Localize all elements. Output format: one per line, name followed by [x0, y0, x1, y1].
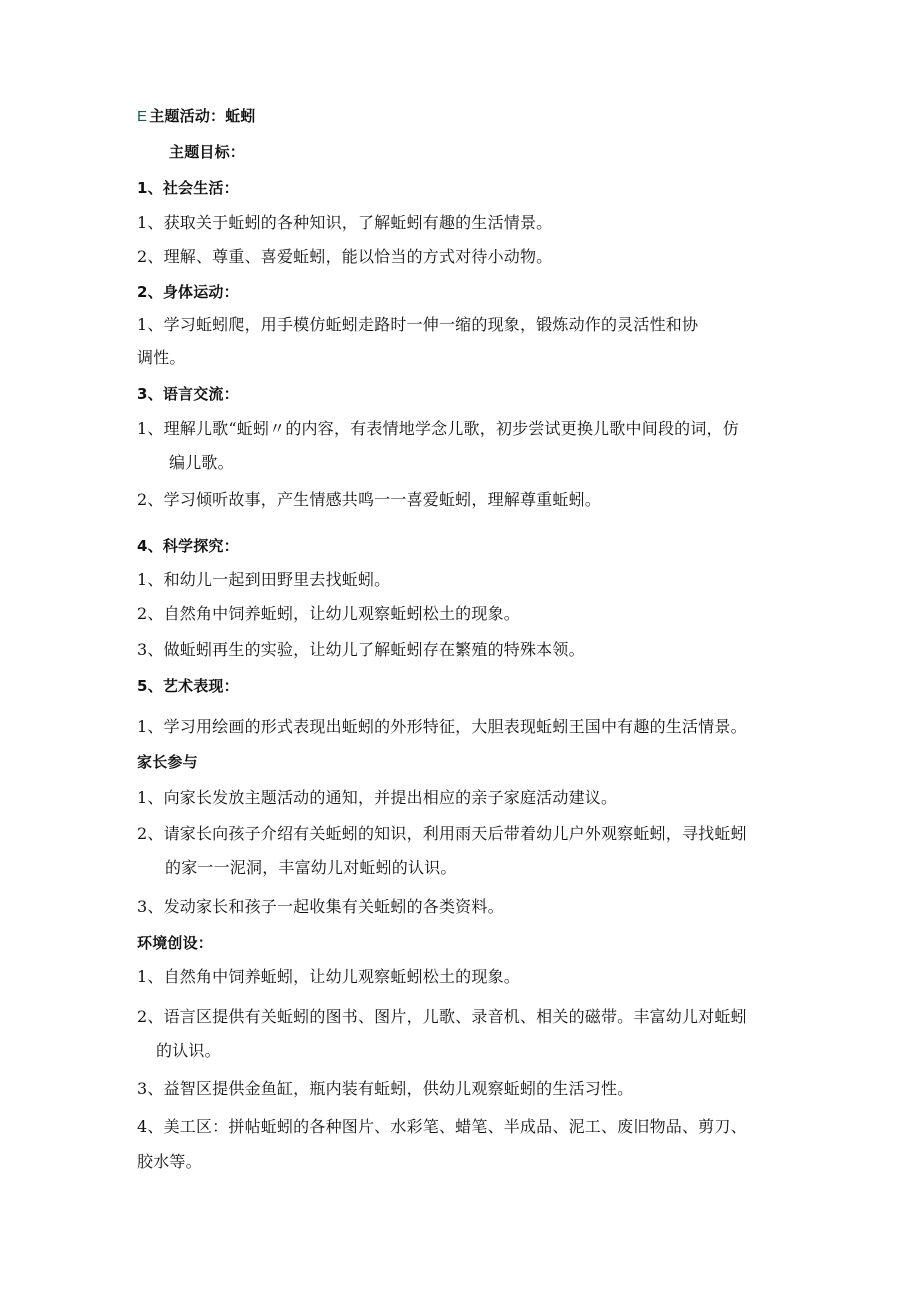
- social-item-2: 2、理解、尊重、喜爱蚯蚓，能以恰当的方式对待小动物。: [137, 247, 553, 266]
- page-title: [137, 105, 256, 128]
- science-item-2: 2、自然角中饲养蚯蚓，让幼儿观察蚯蚓松土的现象。: [137, 604, 520, 623]
- art-heading: 5、艺术表现：: [137, 677, 239, 695]
- science-item-1: 1、和幼儿一起到田野里去找蚯蚓。: [137, 570, 391, 589]
- title-text: 主题活动：蚯蚓: [149, 107, 256, 125]
- science-heading: 4、科学探究：: [137, 537, 239, 555]
- parents-heading: 家长参与: [137, 753, 198, 771]
- environment-heading: 环境创设：: [137, 934, 214, 952]
- environment-item-1: 1、自然角中饲养蚯蚓，让幼儿观察蚯蚓松土的现象。: [137, 967, 520, 986]
- art-item-1: 1、学习用绘画的形式表现出蚯蚓的外形特征，大胆表现蚯蚓王国中有趣的生活情景。: [137, 717, 747, 736]
- environment-item-4: 4、美工区：拼帖蚯蚓的各种图片、水彩笔、蜡笔、半成品、泥工、废旧物品、剪刀、: [137, 1117, 747, 1136]
- environment-item-2-cont: 的认识。: [156, 1041, 221, 1060]
- parents-item-1: 1、向家长发放主题活动的通知，并提出相应的亲子家庭活动建议。: [137, 788, 618, 807]
- physical-item-1: 1、学习蚯蚓爬，用手模仿蚯蚓走路时一伸一缩的现象，锻炼动作的灵活性和协: [137, 315, 699, 334]
- social-item-1: 1、获取关于蚯蚓的各种知识，了解蚯蚓有趣的生活情景。: [137, 213, 553, 232]
- goal-heading: 主题目标：: [169, 143, 246, 161]
- environment-item-4-cont: 胶水等。: [137, 1152, 202, 1171]
- language-item-2: 2、学习倾听故事，产生情感共鸣一一喜爱蚯蚓，理解尊重蚯蚓。: [137, 490, 601, 509]
- language-item-1: 1、理解儿歌“蚯蚓〃的内容，有表情地学念儿歌，初步尝试更换儿歌中间段的词，仿: [137, 419, 739, 438]
- language-item-1-cont: 编儿歌。: [169, 453, 234, 472]
- parents-item-3: 3、发动家长和孩子一起收集有关蚯蚓的各类资料。: [137, 897, 504, 916]
- parents-item-2: 2、请家长向孩子介绍有关蚯蚓的知识，利用雨天后带着幼儿户外观察蚯蚓，寻找蚯蚓: [137, 824, 747, 843]
- environment-item-2: 2、语言区提供有关蚯蚓的图书、图片，儿歌、录音机、相关的磁带。丰富幼儿对蚯蚓: [137, 1007, 747, 1026]
- parents-item-2-cont: 的家一一泥洞，丰富幼儿对蚯蚓的认识。: [165, 858, 457, 877]
- physical-item-1-cont: 调性。: [137, 348, 186, 367]
- environment-item-3: 3、益智区提供金鱼缸，瓶内装有蚯蚓，供幼儿观察蚯蚓的生活习性。: [137, 1079, 634, 1098]
- science-item-3: 3、做蚯蚓再生的实验，让幼儿了解蚯蚓存在繁殖的特殊本领。: [137, 640, 585, 659]
- title-marker: E: [137, 108, 148, 125]
- physical-heading: 2、身体运动：: [137, 283, 239, 301]
- language-heading: 3、语言交流：: [137, 385, 239, 403]
- social-heading: 1、社会生活：: [137, 179, 239, 197]
